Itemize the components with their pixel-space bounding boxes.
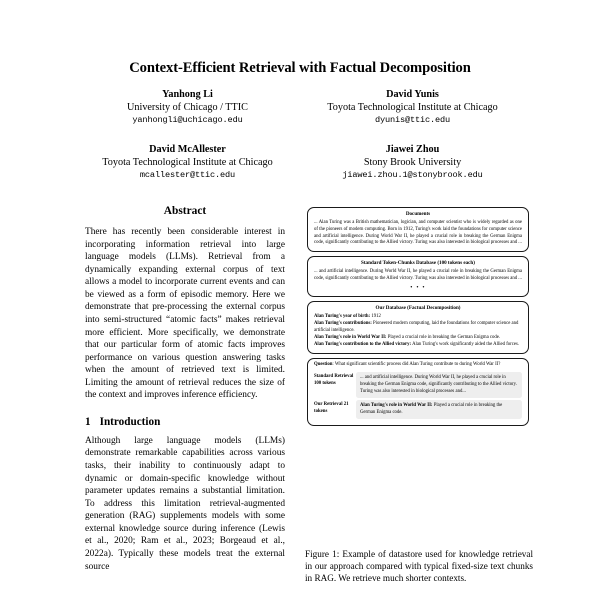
author-affiliation: Toyota Technological Institute at Chicago [102,157,273,169]
question-label: Question [314,361,333,367]
our-database-box-title: Our Database (Factual Decomposition) [375,304,461,311]
figure-caption: Figure 1: Example of datastore used for knowledge retrieval in our approach compared with typical fixed-size text chunks in RAG. We retrieve much shorter contexts. [305,549,533,584]
standard-retrieval-content: ... and artificial intelligence. During World War II, he played a crucial role in breaking the German Enigma code, significantly contributing to the Allied victory. Turing was also interested in biological processes and... [356,372,522,398]
author-email: yanhongli@uchicago.edu [132,114,243,125]
our-retrieval-content [356,400,522,419]
page-title: Context-Efficient Retrieval with Factual Decomposition [129,60,471,76]
author-affiliation: Stony Brook University [363,157,462,169]
author-email: dyunis@ttic.edu [374,114,451,125]
author-affiliation: Toyota Technological Institute at Chicago [327,102,498,114]
documents-box-text: ... Alan Turing was a British mathematician, logician, and computer scientist who is widely regarded as one of the pioneers of modern computing. Born in 1912, Turing's work laid the foundations for computer science and artificial intelligence. During World War II, he played a crucial role in breaking the German Enigma code, significantly contributing to the Allied victory. Turing was also interested in biological processes and ... [314,220,522,246]
qa-comparison-box [307,358,529,427]
documents-box [307,207,529,252]
author-email: mcallester@ttic.edu [139,169,236,180]
our-retrieval-row [314,400,522,419]
fact-value: Played a crucial role in breaking the German Enigma code. [387,334,501,340]
section-number: 1 [85,415,91,428]
section-title: Introduction [99,415,161,428]
author-name: David Yunis [386,89,439,100]
our-database-box [307,301,529,354]
author-block-2 [300,88,525,126]
author-email: jiawei.zhou.1@stonybrook.edu [342,169,483,180]
introduction-heading [85,416,285,428]
author-block-1 [75,88,300,126]
our-retrieval-fact-value: Played a crucial role in breaking the German Enigma code. [360,403,503,416]
author-block-4 [300,143,525,181]
our-retrieval-label: Our Retrieval 21 tokens [314,402,349,415]
fact-item [314,335,522,342]
abstract-text: There has recently been considerable interest in incorporating information retrieval into large language models (LLMs). Retrieval from a dynamically expanding external corpus of text allows a model to incorporate current events and can be viewed as a form of episodic memory. Here we demonstrate that pre-processing the external corpus into semi-structured “atomic facts” makes retrieval more efficient. More specifically, we demonstrate that our particular form of atomic facts improves performance on various question answering tasks when the amount of retrieved text is limited. Limiting the amount of retrieval reduces the size of the context and improves inference efficiency. [85,227,285,401]
fact-key: Alan Turing's contribution to the Allied victory: [314,341,412,347]
standard-chunks-box [307,256,529,297]
abstract-heading: Abstract [163,205,207,217]
left-column [85,205,285,573]
author-row-1 [75,88,525,126]
standard-chunks-box-text: ... and artificial intelligence. During World War II, he played a crucial role in breaking the German Enigma code, significantly contributing to the Allied victory. Turing was also interested in biological processes and ... [314,269,522,281]
documents-box-title: Documents [405,211,431,217]
standard-retrieval-row [314,372,522,398]
fact-key: Alan Turing's contributions: [314,321,372,327]
introduction-text: Although large language models (LLMs) demonstrate remarkable capabilities across various tasks, their inability to continuously adapt to dynamic or domain-specific knowledge without parameter updates remains a substantial limitation. To address this limitation retrieval-augmented generation (RAG) supplements models with some external knowledge source during inference (Lewis et al., 2020; Ram et al., 2023; Borgeaud et al., 2022a). Typically these models treat the external source [85,435,285,572]
fact-item [314,342,522,349]
fact-key: Alan Turing's role in World War II: [314,334,387,340]
ellipsis-marker: • • • [410,283,426,291]
fact-item [314,314,522,321]
fact-value: Pioneered modern computing, laid the foundations for computer science and artificial intelligence. [314,321,519,333]
standard-retrieval-label: Standard Retrieval 100 tokens [314,373,354,387]
author-name: Jiawei Zhou [385,144,440,155]
question-text: : What significant scientific process did Alan Turing contribute to during World War II? [332,361,501,367]
fact-key: Alan Turing's year of birth: [314,314,371,320]
author-block-3 [75,143,300,181]
fact-item [314,321,522,334]
our-retrieval-fact-key: Alan Turing's role in World War II: [360,403,433,409]
author-name: Yanhong Li [162,89,213,100]
fact-value: Alan Turing's work significantly aided the Allied forces. [412,341,519,347]
author-affiliation: University of Chicago / TTIC [127,102,248,114]
fact-value: 1912 [371,314,381,320]
question-line [314,362,522,369]
author-row-2 [75,143,525,181]
figure-1 [307,207,529,430]
author-name: David McAllester [149,144,226,155]
standard-chunks-box-title: Standard Token-Chunks Database (100 tokens each) [361,260,475,267]
